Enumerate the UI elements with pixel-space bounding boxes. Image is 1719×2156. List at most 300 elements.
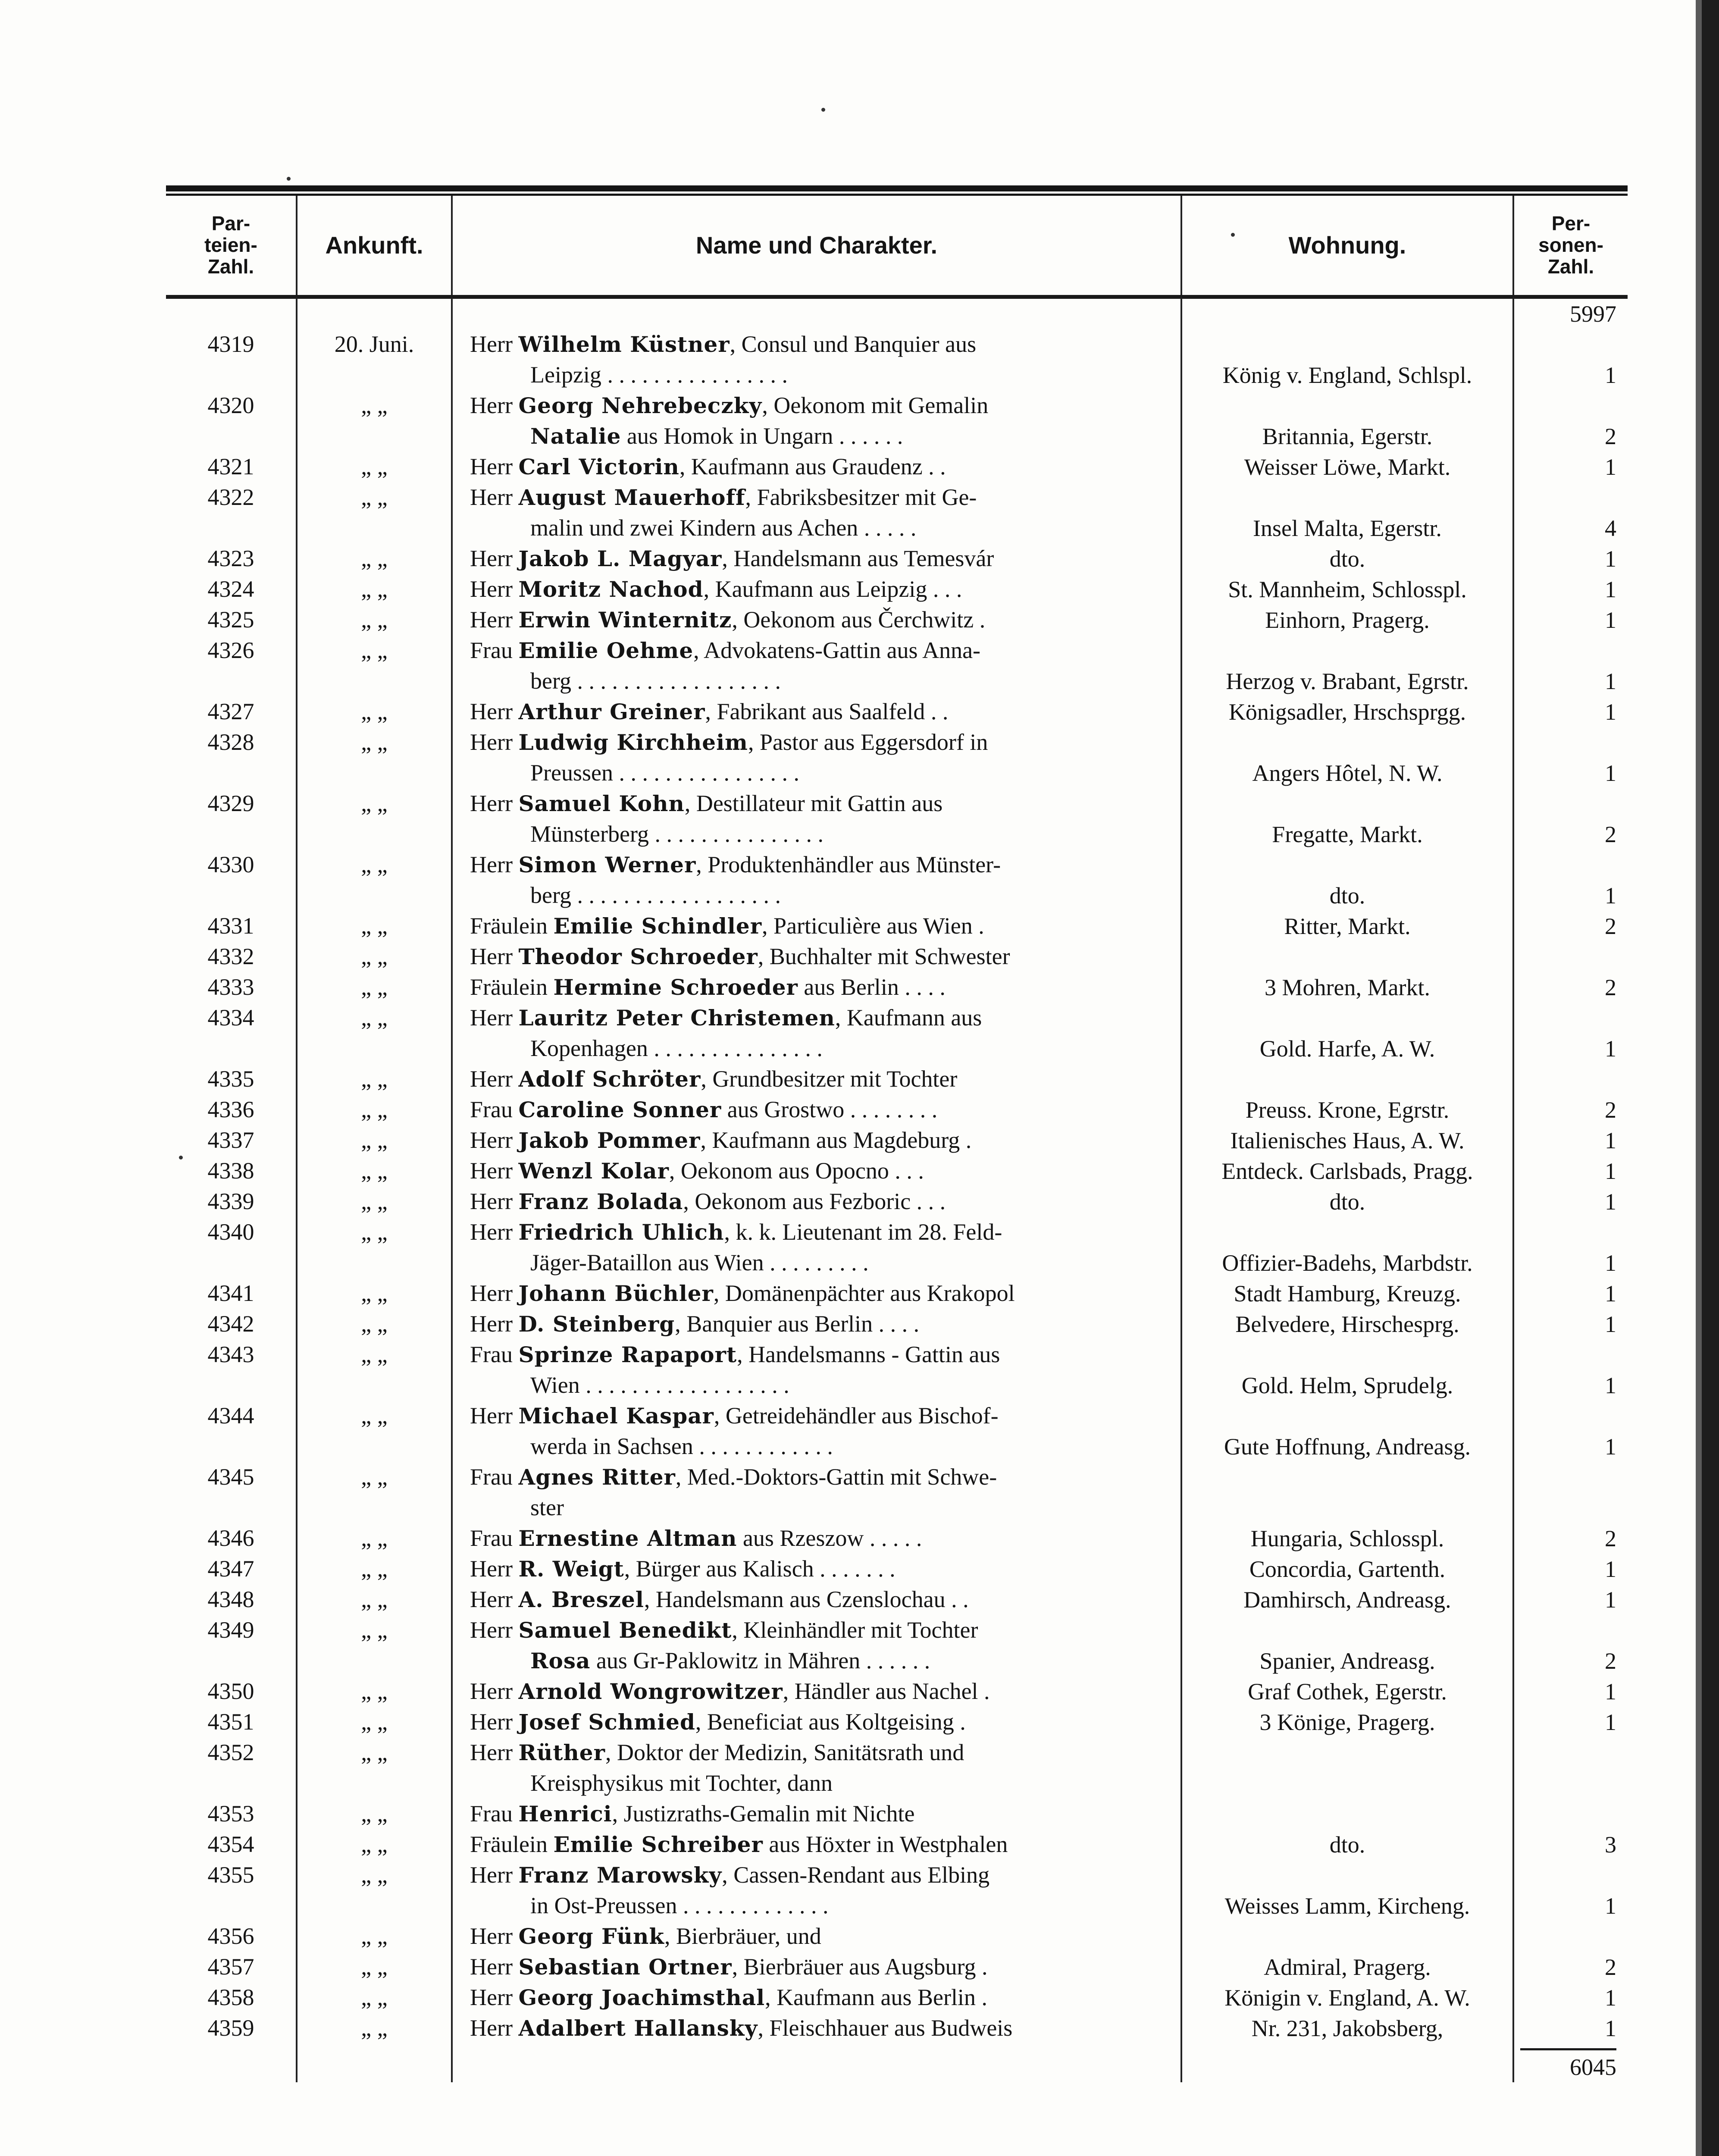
person-count: 1 — [1605, 1281, 1616, 1307]
party-number: 4345 — [166, 1462, 297, 1523]
arrival-date: „ „ — [297, 390, 452, 451]
name-text: , Med.-Doktors-Gattin mit Schwe- — [675, 1464, 997, 1490]
name-line — [470, 543, 1174, 574]
name-text: malin und zwei Kindern aus Achen — [530, 515, 858, 541]
name-text: berg — [530, 882, 571, 908]
name-line — [470, 1645, 1174, 1676]
guest-name-and-character — [452, 1799, 1181, 1829]
party-number: 4336 — [166, 1094, 297, 1125]
guest-name-and-character — [452, 1401, 1181, 1462]
guest-name-and-character — [452, 1554, 1181, 1584]
guest-name-and-character — [452, 2013, 1181, 2043]
col-arrival-header: Ankunft. — [297, 196, 452, 296]
name-text: Herr — [470, 1954, 519, 1980]
name-text: Kopenhagen — [530, 1035, 648, 1061]
name-text: Herr — [470, 790, 519, 816]
person-count: 1 — [1605, 607, 1616, 633]
name-line — [470, 1217, 1174, 1247]
name-text: aus Berlin . . . . — [798, 974, 946, 1000]
party-number: 4319 — [166, 329, 297, 390]
name-text: . . . . . . . . . — [764, 1250, 869, 1275]
party-number: 4356 — [166, 1921, 297, 1952]
name-text: Preussen — [530, 760, 613, 786]
guest-name-and-character — [452, 696, 1181, 727]
name-line — [470, 1707, 1174, 1737]
name-text: , Oekonom aus Opocno . . . — [669, 1158, 924, 1184]
final-total: 6045 — [1520, 2048, 1616, 2082]
name-line — [470, 1309, 1174, 1339]
arrival-date: „ „ — [297, 574, 452, 605]
person-count — [1513, 1921, 1628, 1952]
carried-total-row — [166, 298, 1628, 329]
col-persons-header: Per- sonen- Zahl. — [1538, 212, 1603, 278]
guest-name-and-character — [452, 451, 1181, 482]
table-row — [166, 1707, 1628, 1737]
name-line — [470, 1064, 1174, 1094]
guest-name: Emilie Oehme — [518, 638, 694, 663]
name-line — [470, 1890, 1174, 1921]
name-line — [470, 451, 1174, 482]
person-count: 1 — [1605, 2015, 1616, 2041]
residence: 3 Könige, Pragerg. — [1181, 1707, 1513, 1737]
person-count: 1 — [1605, 1158, 1616, 1184]
residence: Hungaria, Schlosspl. — [1181, 1523, 1513, 1554]
arrival-date: „ „ — [297, 1737, 452, 1799]
person-count: 1 — [1605, 1985, 1616, 2011]
guest-name: Michael Kaspar — [518, 1403, 714, 1429]
person-count: 1 — [1605, 1587, 1616, 1613]
name-text: . . . . . . . . . . . . — [693, 1433, 833, 1459]
table-row — [166, 1217, 1628, 1278]
name-text: Münsterberg — [530, 821, 649, 847]
page-binding-shadow — [1696, 0, 1702, 2156]
guest-name-and-character — [452, 574, 1181, 605]
guest-name: Simon Werner — [518, 852, 696, 877]
residence: Nr. 231, Jakobsberg, — [1181, 2013, 1513, 2043]
guest-name-and-character — [452, 1156, 1181, 1186]
party-number: 4340 — [166, 1217, 297, 1278]
table-row — [166, 1156, 1628, 1186]
residence: Ritter, Markt. — [1181, 911, 1513, 941]
party-number: 4331 — [166, 911, 297, 941]
residence: Concordia, Gartenth. — [1181, 1554, 1513, 1584]
table-row — [166, 635, 1628, 696]
residence: 3 Mohren, Markt. — [1181, 972, 1513, 1003]
guest-name-and-character — [452, 1707, 1181, 1737]
table-row — [166, 1952, 1628, 1982]
person-count — [1513, 941, 1628, 972]
col-name-header: Name und Charakter. — [452, 196, 1181, 296]
party-number: 4355 — [166, 1860, 297, 1921]
arrival-date: „ „ — [297, 1003, 452, 1064]
person-count: 2 — [1605, 821, 1616, 847]
residence: Insel Malta, Egerstr. — [1181, 482, 1513, 543]
guest-name-and-character — [452, 1278, 1181, 1309]
guest-name: Arnold Wongrowitzer — [518, 1679, 783, 1704]
person-count: 1 — [1605, 1250, 1616, 1276]
name-text: , Bierbräuer, und — [664, 1923, 821, 1949]
name-line — [470, 1033, 1174, 1064]
name-text: Fräulein — [470, 1831, 554, 1857]
name-text: Frau — [470, 1097, 519, 1122]
guest-name: Jakob L. Magyar — [518, 546, 722, 571]
guest-name-and-character — [452, 1523, 1181, 1554]
name-text: Herr — [470, 1617, 519, 1643]
arrival-date: 20. Juni. — [297, 329, 452, 390]
print-speck — [179, 1156, 183, 1159]
name-text: , Händler aus Nachel . — [783, 1678, 990, 1704]
table-row — [166, 605, 1628, 635]
guest-name-and-character — [452, 390, 1181, 451]
name-line — [470, 574, 1174, 605]
party-number: 4321 — [166, 451, 297, 482]
name-text: Herr — [470, 1403, 519, 1429]
arrival-date: „ „ — [297, 1554, 452, 1584]
name-text: ster — [530, 1495, 564, 1520]
name-text: Herr — [470, 454, 519, 479]
name-text: , Bürger aus Kalisch . . . . . . . — [624, 1556, 896, 1582]
residence: Angers Hôtel, N. W. — [1181, 727, 1513, 788]
residence — [1181, 1462, 1513, 1523]
party-number: 4352 — [166, 1737, 297, 1799]
arrival-date: „ „ — [297, 482, 452, 543]
guest-name: Ludwig Kirchheim — [518, 730, 748, 755]
arrival-date: „ „ — [297, 849, 452, 911]
guest-name-and-character — [452, 911, 1181, 941]
arrival-date: „ „ — [297, 1584, 452, 1615]
arrival-date: „ „ — [297, 605, 452, 635]
guest-name: Carl Victorin — [518, 454, 679, 479]
guest-name: Natalie — [530, 423, 621, 449]
guest-name: Arthur Greiner — [518, 699, 705, 724]
party-number: 4328 — [166, 727, 297, 788]
residence — [1181, 1799, 1513, 1829]
name-line — [470, 1094, 1174, 1125]
guest-name: A. Breszel — [518, 1587, 644, 1612]
person-count: 2 — [1605, 913, 1616, 939]
person-count: 2 — [1605, 1648, 1616, 1674]
person-count: 1 — [1605, 362, 1616, 388]
name-text: , Kaufmann aus Graudenz . . — [679, 454, 946, 479]
name-text: , Grundbesitzer mit Tochter — [701, 1066, 958, 1092]
name-line — [470, 1737, 1174, 1768]
name-line — [470, 911, 1174, 941]
guest-name-and-character — [452, 1186, 1181, 1217]
residence: Fregatte, Markt. — [1181, 788, 1513, 849]
guest-name: Caroline Sonner — [518, 1097, 722, 1122]
person-count: 1 — [1605, 668, 1616, 694]
name-line — [470, 635, 1174, 666]
person-count: 1 — [1605, 699, 1616, 725]
name-text: Frau — [470, 1801, 519, 1827]
name-text: Herr — [470, 1984, 519, 2010]
name-line — [470, 1584, 1174, 1615]
arrival-date: „ „ — [297, 543, 452, 574]
guest-name-and-character — [452, 1339, 1181, 1401]
residence: Britannia, Egerstr. — [1181, 390, 1513, 451]
name-text: Herr — [470, 1678, 519, 1704]
arrival-date: „ „ — [297, 788, 452, 849]
name-text: , Kaufmann aus Magdeburg . — [700, 1127, 972, 1153]
table-row — [166, 849, 1628, 911]
name-text: . . . . . . . . . . . . . — [677, 1893, 829, 1918]
party-number: 4330 — [166, 849, 297, 911]
name-text: Jäger-Bataillon aus Wien — [530, 1250, 764, 1275]
person-count: 1 — [1605, 1556, 1616, 1582]
person-count: 1 — [1605, 577, 1616, 602]
name-line — [470, 1921, 1174, 1952]
name-line — [470, 1186, 1174, 1217]
name-text: , Oekonom mit Gemalin — [762, 392, 989, 418]
guest-name: Jakob Pommer — [518, 1128, 701, 1153]
name-text: Herr — [470, 1158, 519, 1184]
name-text: , Fabriksbesitzer mit Ge- — [745, 484, 977, 510]
name-line — [470, 1370, 1174, 1401]
person-count: 1 — [1605, 1373, 1616, 1398]
party-number: 4335 — [166, 1064, 297, 1094]
name-line — [470, 819, 1174, 849]
name-text: , Beneficiat aus Koltgeising . — [695, 1709, 966, 1735]
guest-name-and-character — [452, 941, 1181, 972]
name-line — [470, 788, 1174, 819]
name-text: . . . . . — [858, 515, 917, 541]
guest-name-and-character — [452, 849, 1181, 911]
guest-name: Erwin Winternitz — [518, 607, 732, 633]
table-row — [166, 1094, 1628, 1125]
guest-name-and-character — [452, 1217, 1181, 1278]
name-text: , Kaufmann aus Leipzig . . . — [703, 576, 962, 602]
name-text: , Particulière aus Wien . — [762, 913, 984, 939]
guest-name: Henrici — [518, 1801, 612, 1827]
print-speck — [287, 177, 291, 181]
guest-name: Sprinze Rapaport — [518, 1342, 737, 1367]
person-count: 1 — [1605, 1893, 1616, 1919]
arrival-date: „ „ — [297, 1829, 452, 1860]
guest-name: Theodor Schroeder — [518, 944, 758, 969]
party-number: 4327 — [166, 696, 297, 727]
name-text: Herr — [470, 699, 519, 724]
person-count: 1 — [1605, 760, 1616, 786]
guest-name: Adolf Schröter — [518, 1066, 701, 1092]
table-row — [166, 2013, 1628, 2043]
guest-name: Georg Joachimsthal — [518, 1985, 765, 2010]
guest-name: Georg Fünk — [518, 1924, 664, 1949]
name-text: , Getreidehändler aus Bischof- — [714, 1403, 999, 1429]
person-count: 1 — [1605, 883, 1616, 909]
table-row — [166, 1064, 1628, 1094]
name-text: , Consul und Banquier aus — [730, 331, 977, 357]
party-number: 4325 — [166, 605, 297, 635]
name-text: Herr — [470, 484, 519, 510]
person-count: 1 — [1605, 454, 1616, 480]
guest-name: Ernestine Altman — [518, 1526, 737, 1551]
name-text: , Banquier aus Berlin . . . . — [675, 1311, 920, 1337]
table-row — [166, 1523, 1628, 1554]
person-count: 1 — [1605, 1679, 1616, 1705]
name-text: Herr — [470, 1005, 519, 1031]
residence: Entdeck. Carlsbads, Pragg. — [1181, 1156, 1513, 1186]
name-text: Herr — [470, 1923, 519, 1949]
table-row — [166, 1982, 1628, 2013]
guest-name: Johann Büchler — [518, 1281, 714, 1306]
guest-name: Josef Schmied — [518, 1709, 695, 1735]
name-text: werda in Sachsen — [530, 1433, 693, 1459]
residence: Preuss. Krone, Egrstr. — [1181, 1094, 1513, 1125]
name-line — [470, 1952, 1174, 1982]
residence — [1181, 1064, 1513, 1094]
name-text: Herr — [470, 1127, 519, 1153]
table-row — [166, 329, 1628, 390]
party-number: 4349 — [166, 1615, 297, 1676]
name-text: , k. k. Lieutenant im 28. Feld- — [724, 1219, 1002, 1245]
arrival-date: „ „ — [297, 1401, 452, 1462]
print-speck — [1231, 233, 1235, 237]
name-text: aus Rzeszow . . . . . — [737, 1525, 922, 1551]
table-row — [166, 1309, 1628, 1339]
guest-name: Agnes Ritter — [518, 1464, 676, 1490]
name-text: , Destillateur mit Gattin aus — [684, 790, 943, 816]
person-count — [1513, 1462, 1628, 1523]
party-number: 4334 — [166, 1003, 297, 1064]
table-row — [166, 972, 1628, 1003]
top-rule — [166, 185, 1628, 191]
table-row — [166, 1799, 1628, 1829]
name-text: Herr — [470, 943, 519, 969]
residence: Gute Hoffnung, Andreasg. — [1181, 1401, 1513, 1462]
name-text: Kreisphysikus mit Tochter, dann — [530, 1770, 833, 1796]
party-number: 4326 — [166, 635, 297, 696]
guest-name: Wenzl Kolar — [518, 1158, 669, 1184]
party-number: 4332 — [166, 941, 297, 972]
table-row — [166, 1554, 1628, 1584]
person-count: 2 — [1605, 423, 1616, 449]
person-count — [1513, 1799, 1628, 1829]
residence: Herzog v. Brabant, Egrstr. — [1181, 635, 1513, 696]
residence: Königin v. England, A. W. — [1181, 1982, 1513, 2013]
arrival-date: „ „ — [297, 1921, 452, 1952]
residence: dto. — [1181, 1829, 1513, 1860]
name-line — [470, 1860, 1174, 1890]
table-row — [166, 1339, 1628, 1401]
name-line — [470, 1554, 1174, 1584]
person-count: 1 — [1605, 1709, 1616, 1735]
guest-name: R. Weigt — [518, 1556, 624, 1582]
header-row — [166, 196, 1628, 296]
arrival-date: „ „ — [297, 1707, 452, 1737]
guest-name-and-character — [452, 1584, 1181, 1615]
guest-name: Samuel Kohn — [518, 791, 685, 816]
closing-row — [166, 2043, 1628, 2082]
table-row — [166, 788, 1628, 849]
person-count — [1513, 1064, 1628, 1094]
print-speck — [821, 108, 825, 112]
arrival-date: „ „ — [297, 1125, 452, 1156]
party-number: 4358 — [166, 1982, 297, 2013]
party-number: 4346 — [166, 1523, 297, 1554]
guest-name-and-character — [452, 788, 1181, 849]
person-count: 1 — [1605, 1434, 1616, 1460]
name-text: Herr — [470, 2015, 519, 2041]
name-text: , Handelsmanns - Gattin aus — [737, 1341, 1000, 1367]
register-table — [166, 196, 1628, 2082]
table-row — [166, 696, 1628, 727]
name-text: aus Höxter in Westphalen — [763, 1831, 1008, 1857]
guest-name: Franz Bolada — [518, 1189, 683, 1214]
name-text: , Justizraths-Gemalin mit Nichte — [612, 1801, 915, 1827]
arrival-date: „ „ — [297, 1523, 452, 1554]
name-line — [470, 1156, 1174, 1186]
name-text: Herr — [470, 576, 519, 602]
name-line — [470, 666, 1174, 696]
carried-total: 5997 — [1570, 301, 1616, 327]
name-text: Herr — [470, 1280, 519, 1306]
arrival-date: „ „ — [297, 972, 452, 1003]
name-text: , Produktenhändler aus Münster- — [696, 852, 1001, 877]
table-row — [166, 1462, 1628, 1523]
name-line — [470, 1247, 1174, 1278]
arrival-date: „ „ — [297, 727, 452, 788]
party-number: 4347 — [166, 1554, 297, 1584]
name-text: Herr — [470, 607, 519, 633]
party-number: 4339 — [166, 1186, 297, 1217]
arrival-date: „ „ — [297, 1156, 452, 1186]
party-number: 4324 — [166, 574, 297, 605]
residence: dto. — [1181, 1186, 1513, 1217]
guest-name: Emilie Schindler — [553, 913, 762, 939]
name-text: . . . . . . . . . . . . . . . — [648, 821, 823, 847]
table-row — [166, 451, 1628, 482]
name-text: , Oekonom aus Čerchwitz . — [732, 607, 986, 633]
name-text: , Fabrikant aus Saalfeld . . — [705, 699, 949, 724]
name-line — [470, 421, 1174, 451]
arrival-date: „ „ — [297, 1339, 452, 1401]
guest-name: Lauritz Peter Christemen — [518, 1005, 835, 1031]
residence: Gold. Harfe, A. W. — [1181, 1003, 1513, 1064]
name-text: . . . . . . . . . . . . . . . . — [601, 362, 788, 388]
name-text: , Pastor aus Eggersdorf in — [748, 729, 988, 755]
name-text: Herr — [470, 1739, 519, 1765]
name-line — [470, 1278, 1174, 1309]
name-text: , Kaufmann aus — [835, 1005, 982, 1031]
arrival-date: „ „ — [297, 1952, 452, 1982]
name-text: Herr — [470, 729, 519, 755]
name-text: Frau — [470, 1525, 519, 1551]
name-text: , Doktor der Medizin, Sanitätsrath und — [605, 1739, 964, 1765]
party-number: 4353 — [166, 1799, 297, 1829]
party-number: 4348 — [166, 1584, 297, 1615]
party-number: 4342 — [166, 1309, 297, 1339]
name-line — [470, 605, 1174, 635]
name-text: berg — [530, 668, 571, 694]
name-text: . . . . . . . . . . . . . . . . . . — [579, 1372, 789, 1398]
name-text: Herr — [470, 1188, 519, 1214]
residence: Admiral, Pragerg. — [1181, 1952, 1513, 1982]
party-number: 4323 — [166, 543, 297, 574]
guest-name-and-character — [452, 605, 1181, 635]
arrival-date: „ „ — [297, 696, 452, 727]
table-row — [166, 1615, 1628, 1676]
name-line — [470, 360, 1174, 390]
guest-name: Emilie Schreiber — [553, 1832, 763, 1857]
name-text: Herr — [470, 545, 519, 571]
residence: Graf Cothek, Egerstr. — [1181, 1676, 1513, 1707]
name-line — [470, 1401, 1174, 1431]
table-row — [166, 1921, 1628, 1952]
residence: Stadt Hamburg, Kreuzg. — [1181, 1278, 1513, 1309]
guest-name: Franz Marowsky — [518, 1862, 722, 1888]
name-text: Fräulein — [470, 913, 554, 939]
table-row — [166, 727, 1628, 788]
